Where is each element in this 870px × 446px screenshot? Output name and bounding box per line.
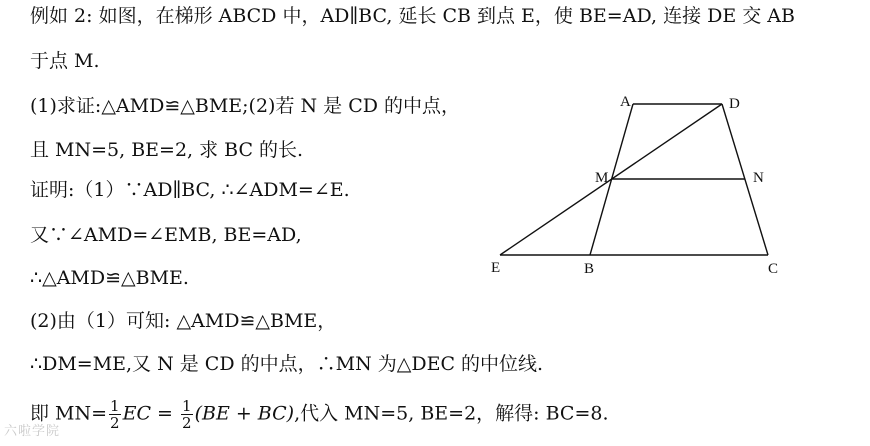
- term-be-plus-bc: (BE + BC): [194, 402, 295, 425]
- label-e: E: [491, 260, 501, 276]
- proof-line-2: 又∵∠AMD=∠EMB, BE=AD,: [30, 224, 302, 246]
- label-n: N: [753, 170, 764, 186]
- problem-line-3: (1)求证:△AMD≌△BME;(2)若 N 是 CD 的中点，: [30, 95, 461, 117]
- proof-line-1: 证明:（1）∵AD∥BC, ∴∠ADM=∠E.: [30, 179, 350, 201]
- fraction-numerator-2: 1: [182, 397, 192, 415]
- watermark-logo: 六啦学院: [4, 424, 61, 439]
- fraction-denominator: 2: [110, 414, 120, 432]
- problem-line-2: 于点 M.: [30, 50, 100, 72]
- proof-line-5: ∴DM=ME,又 N 是 CD 的中点，∴MN 为△DEC 的中位线.: [30, 353, 544, 375]
- problem-line-4: 且 MN=5, BE=2, 求 BC 的长.: [30, 139, 304, 161]
- label-d: D: [729, 96, 740, 112]
- term-ec: EC: [122, 402, 152, 425]
- label-c: C: [768, 261, 779, 277]
- proof-line-4: (2)由（1）可知: △AMD≌△BME，: [30, 310, 337, 332]
- fraction-denominator-2: 2: [182, 414, 192, 432]
- final-suffix: ,代入 MN=5, BE=2，解得: BC=8.: [294, 402, 609, 425]
- proof-line-3: ∴△AMD≌△BME.: [30, 267, 189, 289]
- problem-line-1: 例如 2: 如图，在梯形 ABCD 中，AD∥BC, 延长 CB 到点 E，使 BE=AD, 连接 DE 交 AB: [30, 5, 795, 27]
- label-m: M: [595, 170, 609, 186]
- final-prefix: 即 MN=: [30, 402, 108, 425]
- fraction-numerator: 1: [110, 397, 120, 415]
- label-b: B: [584, 261, 595, 277]
- equals-sign: =: [151, 402, 180, 425]
- label-a: A: [620, 94, 631, 110]
